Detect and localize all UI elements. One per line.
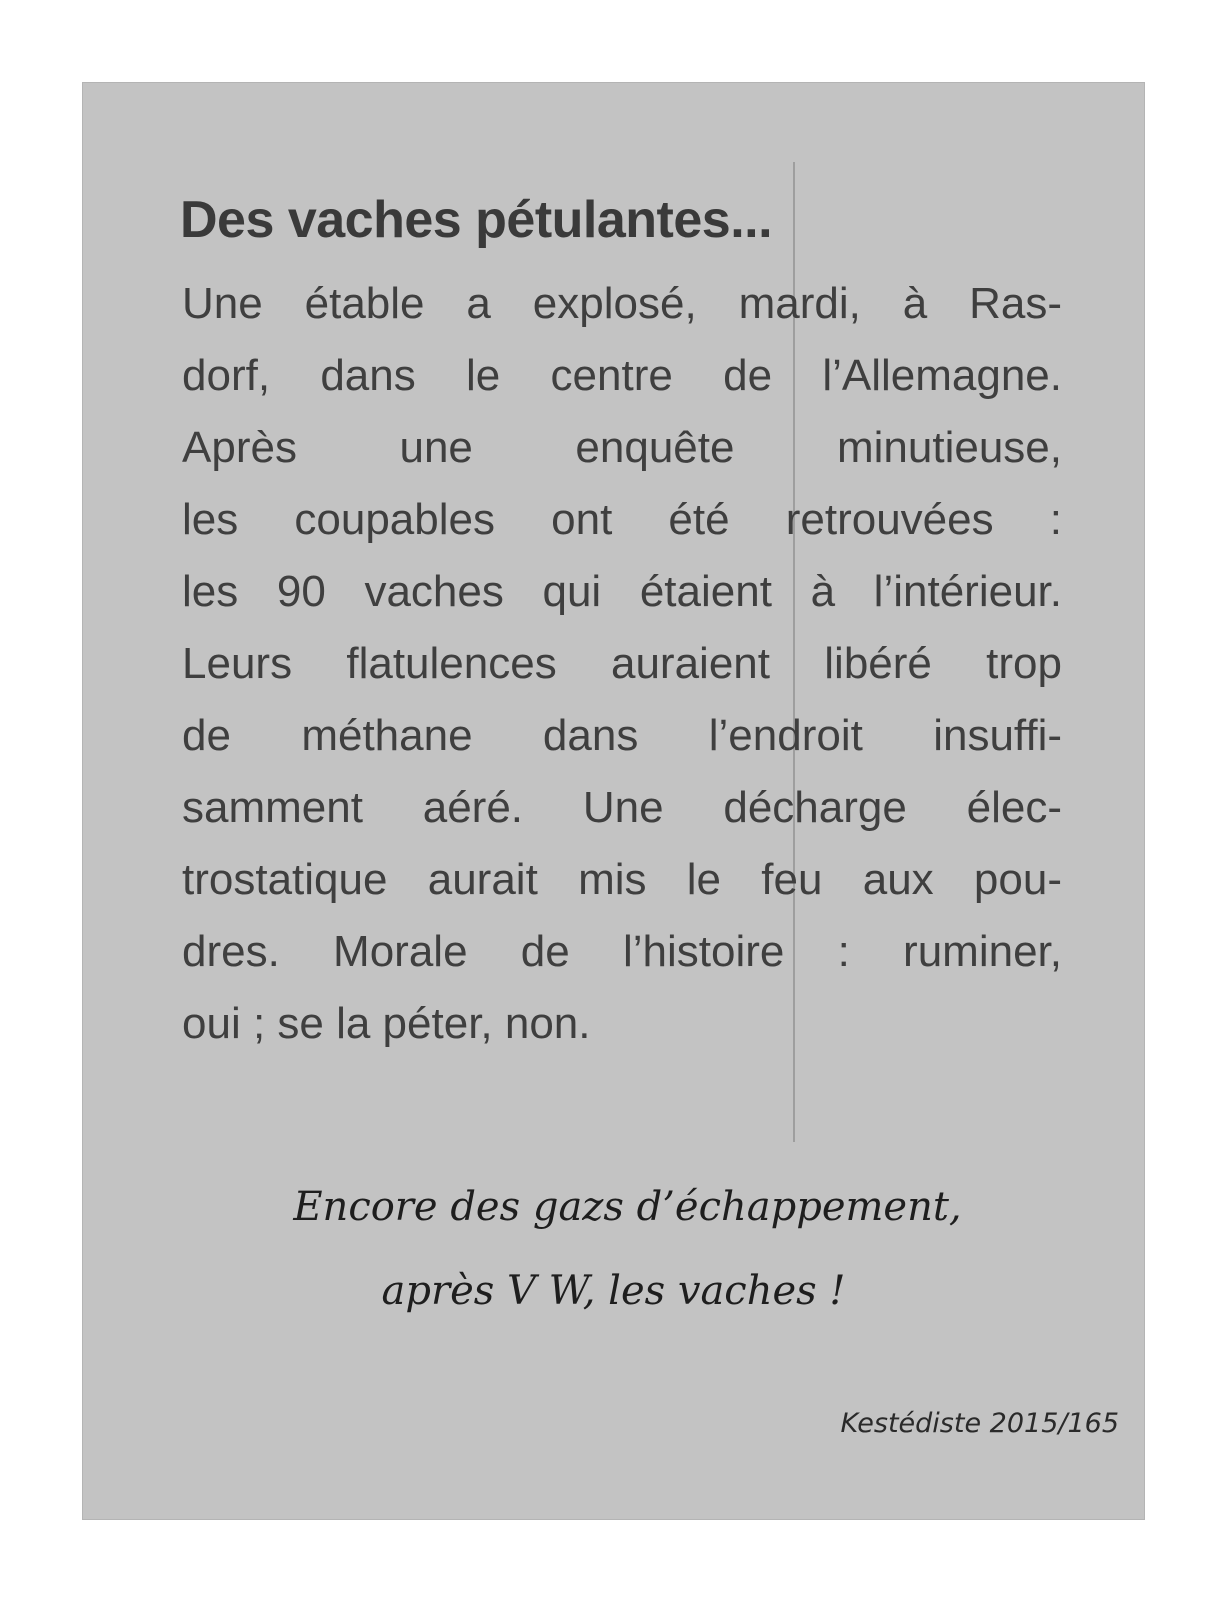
newspaper-clipping-card: [82, 82, 1145, 1520]
article-line: samment aéré. Une décharge élec-: [182, 783, 1062, 832]
article-headline: Des vaches pétulantes...: [180, 191, 773, 249]
article-line: dorf, dans le centre de l’Allemagne.: [182, 351, 1062, 400]
handwritten-caption-line-2: après V W, les vaches !: [381, 1268, 846, 1314]
article-body: [182, 268, 1062, 1060]
article-line: Après une enquête minutieuse,: [182, 423, 1062, 472]
article-line: trostatique aurait mis le feu aux pou-: [182, 855, 1062, 904]
article-line: dres. Morale de l’histoire : ruminer,: [182, 927, 1062, 976]
article-line: les 90 vaches qui étaient à l’intérieur.: [182, 567, 1062, 616]
article-line: les coupables ont été retrouvées :: [182, 495, 1062, 544]
article-line: de méthane dans l’endroit insuffi-: [182, 711, 1062, 760]
article-line: Une étable a explosé, mardi, à Ras-: [182, 279, 1062, 328]
article-line-last: oui ; se la péter, non.: [182, 999, 591, 1048]
author-signature: Kestédiste 2015/165: [840, 1408, 1119, 1439]
handwritten-caption-line-1: Encore des gazs d’échappement,: [293, 1184, 962, 1230]
article-line: Leurs flatulences auraient libéré trop: [182, 639, 1062, 688]
